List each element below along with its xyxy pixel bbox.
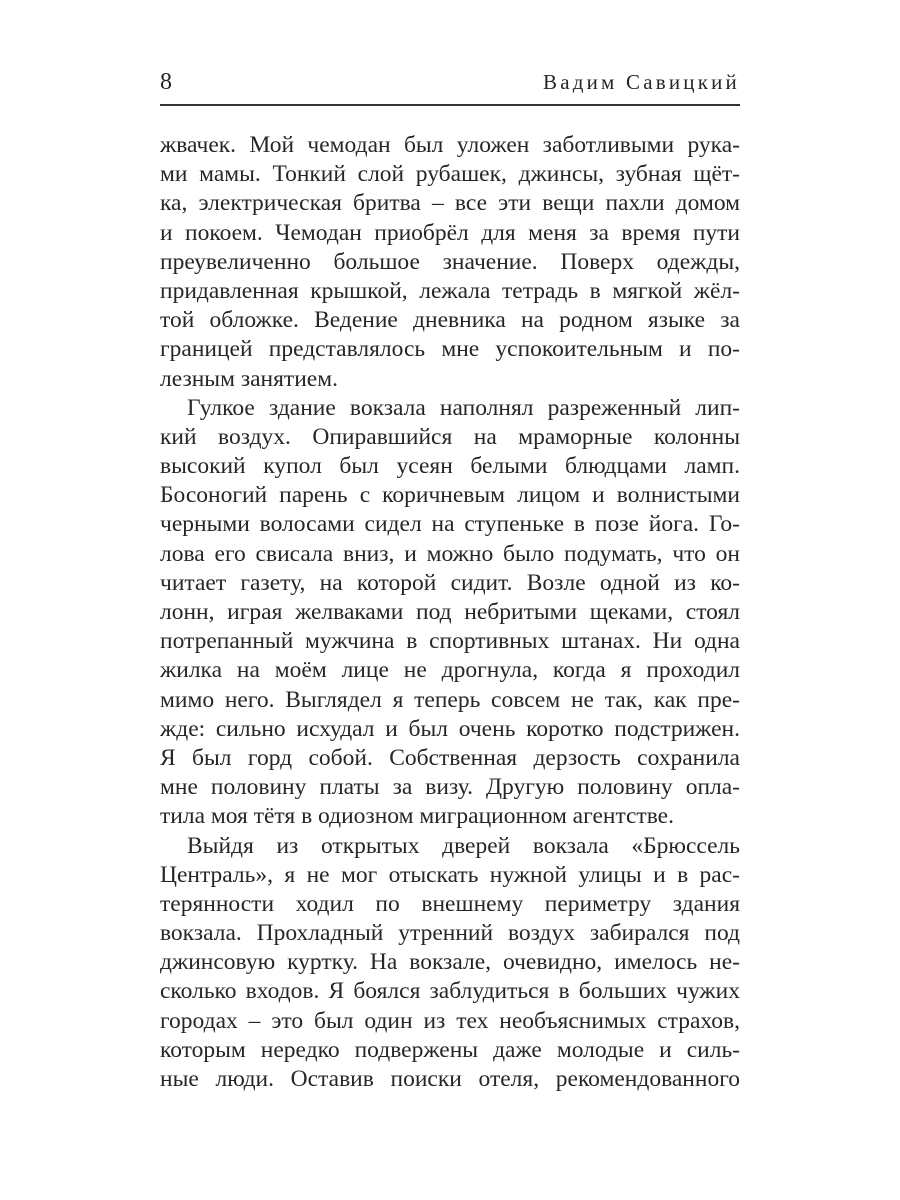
text-line: Гулкое здание вокзала наполнял разреженный лип- <box>187 394 740 421</box>
text-line: высокий купол был усеян белыми блюдцами ламп. <box>160 453 740 480</box>
text-line: лова его свисала вниз, и можно было подумать, что он <box>160 540 740 567</box>
text-line: ные люди. Оставив поиски отеля, рекомендованного <box>160 1066 740 1092</box>
text-line: жилка на моём лице не дрогнула, когда я проходил <box>160 657 740 684</box>
header-rule <box>160 104 740 106</box>
body-text <box>160 131 740 1094</box>
running-title-author: Вадим Савицкий <box>543 70 740 94</box>
text-line: лезным занятием. <box>160 365 338 392</box>
text-line: той обложке. Ведение дневника на родном языке за <box>160 307 740 334</box>
text-line: мимо него. Выглядел я теперь совсем не так, как пре- <box>160 686 740 713</box>
paragraph <box>160 131 740 394</box>
text-line: ми мамы. Тонкий слой рубашек, джинсы, зубная щёт- <box>160 161 740 188</box>
text-line: городах – это был один из тех необъяснимых страхов, <box>160 1007 740 1034</box>
text-line: тила моя тётя в одиозном миграционном агентстве. <box>160 803 674 830</box>
paragraph <box>160 394 740 832</box>
text-line: черными волосами сидел на ступеньке в позе йога. Го- <box>160 511 740 538</box>
text-line: Централь», я не мог отыскать нужной улицы и в рас- <box>160 861 740 888</box>
text-line: джинсовую куртку. На вокзале, очевидно, имелось не- <box>160 949 740 976</box>
text-line: которым нередко подвержены даже молодые и силь- <box>160 1036 740 1063</box>
text-line: вокзала. Прохладный утренний воздух забирался под <box>160 920 740 947</box>
page-header <box>160 66 740 98</box>
paragraph <box>160 832 740 1095</box>
text-line: жде: сильно исхудал и был очень коротко подстрижен. <box>160 715 740 742</box>
text-line: ка, электрическая бритва – все эти вещи пахли домом <box>160 190 740 217</box>
text-line: Выйдя из открытых дверей вокзала «Брюссель <box>187 832 740 859</box>
text-line: лонн, играя желваками под небритыми щеками, стоял <box>160 599 740 625</box>
text-line: жвачек. Мой чемодан был уложен заботливыми рука- <box>160 132 740 158</box>
text-line: потрепанный мужчина в спортивных штанах. Ни одна <box>160 628 740 655</box>
text-line: Босоногий парень с коричневым лицом и волнистыми <box>160 482 740 509</box>
text-line: преувеличенно большое значение. Поверх одежды, <box>160 248 740 275</box>
text-line: сколько входов. Я боялся заблудиться в больших чужих <box>160 978 740 1005</box>
page-number: 8 <box>160 69 172 95</box>
text-line: мне половину платы за визу. Другую половину опла- <box>160 774 740 801</box>
text-line: терянности ходил по внешнему периметру здания <box>160 890 740 917</box>
text-line: и покоем. Чемодан приобрёл для меня за время пути <box>160 219 740 246</box>
text-line: читает газету, на которой сидит. Возле одной из ко- <box>160 569 740 596</box>
text-line: придавленная крышкой, лежала тетрадь в мягкой жёл- <box>160 277 740 304</box>
text-line: кий воздух. Опиравшийся на мраморные колонны <box>160 423 740 450</box>
text-line: границей представлялось мне успокоительным и по- <box>160 336 740 363</box>
text-line: Я был горд собой. Собственная дерзость сохранила <box>160 744 740 771</box>
